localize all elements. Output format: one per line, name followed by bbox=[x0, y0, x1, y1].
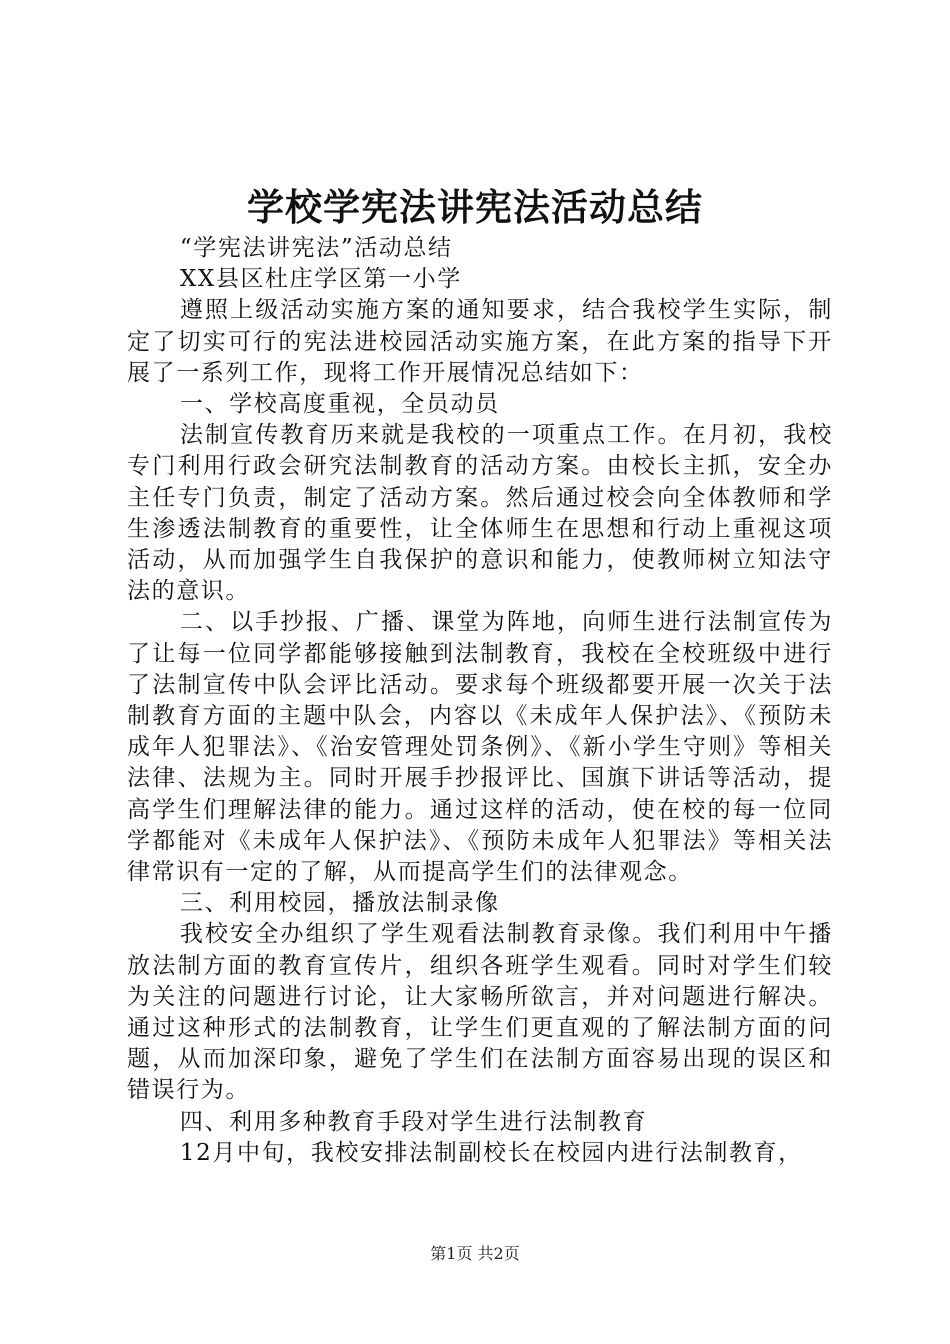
document-body bbox=[127, 233, 833, 1169]
section-heading-3: 三、利用校园，播放法制录像 bbox=[179, 890, 500, 917]
section-3-paragraph: 我校安全办组织了学生观看法制教育录像。我们利用中午播放法制方面的教育宣传片，组织各班学生观看。同时对学生们较为关注的问题进行讨论，让大家畅所欲言，并对问题进行解决。通过这种形式的法制教育，让学生们更直观的了解法制方面的问题，从而加深印象，避免了学生们在法制方面容易出现的误区和错误行为。 bbox=[127, 921, 833, 1104]
intro-paragraph: 遵照上级活动实施方案的通知要求，结合我校学生实际，制定了切实可行的宪法进校园活动实施方案，在此方案的指导下开展了一系列工作，现将工作开展情况总结如下： bbox=[127, 297, 833, 386]
section-4-paragraph: 12月中旬，我校安排法制副校长在校园内进行法制教育， bbox=[179, 1139, 803, 1166]
subtitle-paragraph: “学宪法讲宪法”活动总结 bbox=[179, 235, 453, 261]
section-2-paragraph: 二、以手抄报、广播、课堂为阵地，向师生进行法制宣传为了让每一位同学都能够接触到法制教育，我校在全校班级中进行了法制宣传中队会评比活动。要求每个班级都要开展一次关于法制教育方面的主题中队会，内容以《未成年人保护法》、《预防未成年人犯罪法》、《治安管理处罚条例》、《新小学生守则》等相关法律、法规为主。同时开展手抄报评比、国旗下讲话等活动，提高学生们理解法律的能力。通过这样的活动，使在校的每一位同学都能对《未成年人保护法》、《预防未成年人犯罪法》等相关法律常识有一定的了解，从而提高学生们的法律观念。 bbox=[127, 609, 833, 886]
section-heading-1: 一、学校高度重视，全员动员 bbox=[179, 391, 500, 418]
school-name-paragraph: XX县区杜庄学区第一小学 bbox=[179, 266, 462, 293]
section-1-paragraph: 法制宣传教育历来就是我校的一项重点工作。在月初，我校专门利用行政会研究法制教育的活动方案。由校长主抓，安全办主任专门负责，制定了活动方案。然后通过校会向全体教师和学生渗透法制教育的重要性，让全体师生在思想和行动上重视这项活动，从而加强学生自我保护的意识和能力，使教师树立知法守法的意识。 bbox=[127, 422, 833, 605]
document-title: 学校学宪法讲宪法活动总结 bbox=[247, 186, 703, 229]
page-footer: 第1页 共2页 bbox=[430, 1244, 520, 1263]
section-heading-4: 四、利用多种教育手段对学生进行法制教育 bbox=[179, 1108, 648, 1135]
